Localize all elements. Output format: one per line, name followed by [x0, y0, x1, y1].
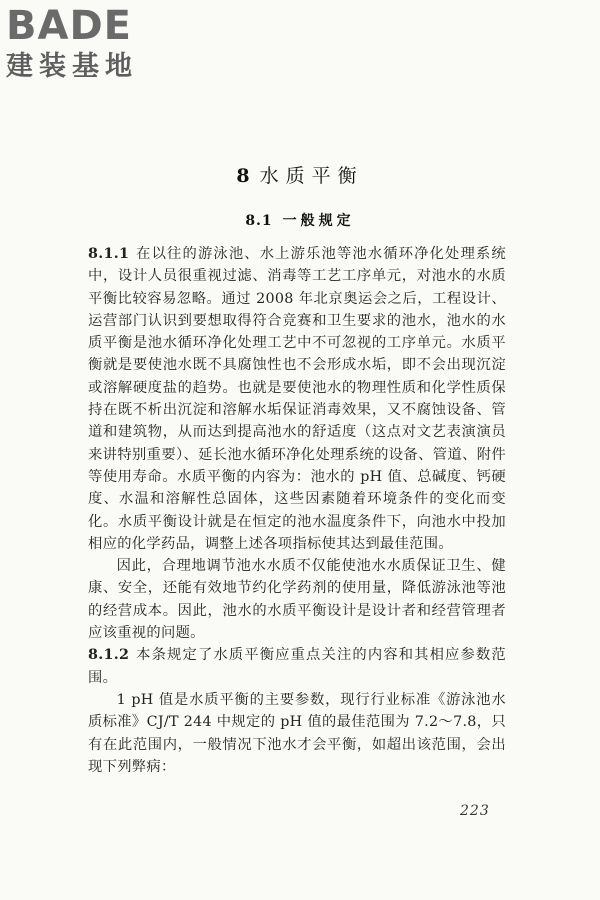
clause-paragraph: [88, 555, 506, 644]
page-number: 223: [460, 803, 490, 819]
clause-paragraph: [88, 689, 506, 778]
clause-text: 本条规定了水质平衡应重点关注的内容和其相应参数范围。: [88, 647, 506, 686]
chapter-title-text: 水质平衡: [259, 165, 364, 187]
clause-text: 在以往的游泳池、水上游乐池等池水循环净化处理系统中，设计人员很重视过滤、消毒等工艺工序单元，对池水的水质平衡比较容易忽略。通过 2008 年北京奥运会之后，工程设计、运营部门认识到要想取得符合竞赛和卫生要求的池水，池水的水质平衡是池水循环净化处理工艺中不可忽视的工序单元。水质平衡就是要使池水既不具腐蚀性也不会形成水垢，即不会出现沉淀或溶解硬度盐的趋势。也就是要使池水的物理性质和化学性质保持在既不析出沉淀和溶解水垢保证消毒效果，又不腐蚀设备、管道和建筑物，从而达到提高池水的舒适度（这点对文艺表演演员来讲特别重要）、延长池水循环净化处理系统的设备、管道、附件等使用寿命。水质平衡的内容为：池水的 pH 值、总碱度、钙硬度、水温和溶解性总固体，这些因素随着环境条件的变化而变化。水质平衡设计就是在恒定的池水温度条件下，向池水中投加相应的化学药品，调整上述各项指标使其达到最佳范围。: [88, 246, 506, 552]
section-title: [0, 210, 600, 230]
clause-number: 8.1.2: [88, 647, 130, 664]
clause-paragraph: [88, 644, 506, 689]
clause-paragraph: [88, 243, 506, 555]
section-number: 8.1: [245, 213, 273, 229]
clause-number: 8.1.1: [88, 246, 130, 262]
section-title-text: 一般规定: [282, 213, 355, 229]
logo-brand-cn: 建装基地: [6, 51, 138, 82]
body-text: [88, 243, 506, 778]
chapter-title: [0, 161, 600, 188]
clause-text: 因此，合理地调节池水水质不仅能使池水水质保证卫生、健康、安全，还能有效地节约化学药剂的使用量，降低游泳池等池的经营成本。因此，池水的水质平衡设计是设计者和经营管理者应该重视的问题。: [88, 558, 506, 642]
brand-logo: [6, 4, 176, 88]
logo-brand-en: BADE: [6, 3, 132, 49]
chapter-number: 8: [236, 165, 250, 187]
clause-text: 1 pH 值是水质平衡的主要参数，现行行业标准《游泳池水质标准》CJ/T 244 中规定的 pH 值的最佳范围为 7.2～7.8，只有在此范围内，一般情况下池水才会平衡，如超出该范围，会出现下列弊病：: [88, 691, 506, 775]
